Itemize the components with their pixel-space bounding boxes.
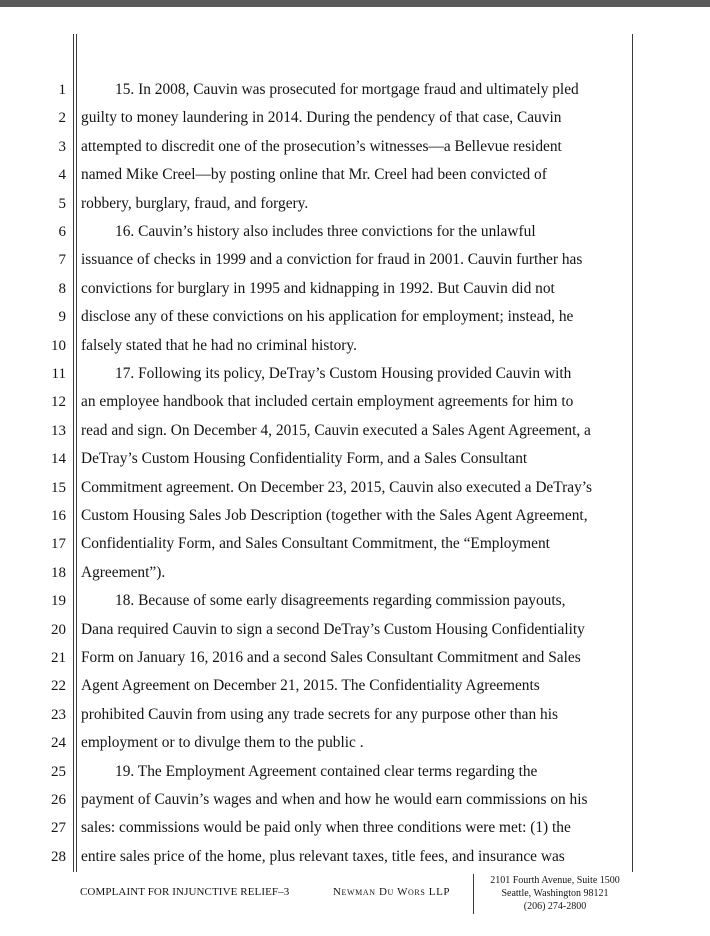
footer-address-line1: 2101 Fourth Avenue, Suite 1500	[490, 875, 620, 886]
line-number: 15	[51, 479, 66, 496]
footer-divider	[473, 874, 474, 914]
line-number: 26	[51, 792, 66, 808]
text-line: named Mike Creel—by posting online that Mr. Creel had been convicted of	[81, 166, 547, 184]
text-line: 19. The Employment Agreement contained clear terms regarding the	[115, 762, 538, 780]
line-number: 27	[51, 820, 66, 837]
line-number: 17	[51, 536, 66, 553]
text-line: attempted to discredit one of the prosecution’s witnesses—a Bellevue resident	[81, 137, 562, 155]
text-line: payment of Cauvin’s wages and when and how he would earn commissions on his	[81, 791, 588, 808]
line-number: 23	[51, 706, 66, 723]
text-line: 15. In 2008, Cauvin was prosecuted for mortgage fraud and ultimately pled	[115, 81, 579, 98]
left-margin-rule	[73, 34, 74, 872]
line-number: 2	[58, 110, 66, 127]
text-line: Dana required Cauvin to sign a second DeTray’s Custom Housing Confidentiality	[81, 620, 585, 638]
text-line: Commitment agreement. On December 23, 2015, Cauvin also executed a DeTray’s	[81, 478, 593, 496]
text-line: robbery, burglary, fraud, and forgery.	[81, 194, 309, 212]
line-number: 25	[51, 763, 66, 780]
text-line: Custom Housing Sales Job Description (together with the Sales Agent Agreement,	[81, 507, 588, 524]
line-number: 11	[51, 366, 66, 382]
line-number: 16	[51, 508, 66, 524]
text-line: disclose any of these convictions on his application for employment; instead, he	[81, 308, 574, 326]
right-margin-rule	[632, 34, 633, 872]
text-line: an employee handbook that included certain employment agreements for him to	[81, 393, 574, 411]
text-line: 18. Because of some early disagreements regarding commission payouts,	[115, 592, 566, 610]
text-line: 17. Following its policy, DeTray’s Custom Housing provided Cauvin with	[115, 365, 572, 382]
line-number: 9	[58, 309, 66, 326]
footer-address-line2: Seattle, Washington 98121	[501, 888, 609, 899]
text-line: entire sales price of the home, plus relevant taxes, title fees, and insurance was	[81, 847, 565, 865]
footer-address	[476, 874, 634, 913]
text-line: Confidentiality Form, and Sales Consultant Commitment, the “Employment	[81, 535, 550, 553]
viewer-top-bar	[0, 0, 710, 7]
line-number: 22	[51, 678, 66, 695]
line-number: 3	[58, 138, 66, 155]
line-number: 7	[58, 252, 66, 269]
text-line: Form on January 16, 2016 and a second Sales Consultant Commitment and Sales	[81, 649, 581, 666]
left-margin-rule-inner	[76, 34, 77, 872]
text-line: issuance of checks in 1999 and a conviction for fraud in 2001. Cauvin further has	[81, 251, 583, 269]
footer-document-title: COMPLAINT FOR INJUNCTIVE RELIEF–3	[80, 886, 290, 898]
line-number: 20	[51, 621, 66, 638]
text-line: convictions for burglary in 1995 and kidnapping in 1992. But Cauvin did not	[81, 279, 555, 297]
text-line: Agent Agreement on December 21, 2015. The Confidentiality Agreements	[81, 677, 540, 695]
text-line: DeTray’s Custom Housing Confidentiality Form, and a Sales Consultant	[81, 450, 528, 468]
line-number: 10	[51, 337, 66, 354]
line-number: 8	[58, 280, 66, 297]
line-number: 6	[58, 224, 66, 240]
text-line: prohibited Cauvin from using any trade secrets for any purpose other than his	[81, 705, 558, 723]
line-number: 19	[51, 593, 66, 610]
line-number: 24	[51, 735, 66, 752]
line-number: 4	[58, 167, 66, 184]
text-line: employment or to divulge them to the public .	[81, 734, 364, 752]
line-number: 21	[51, 650, 66, 666]
line-number: 13	[51, 422, 66, 439]
line-number: 28	[51, 848, 66, 865]
text-line: guilty to money laundering in 2014. During the pendency of that case, Cauvin	[81, 109, 562, 127]
text-line: sales: commissions would be paid only when three conditions were met: (1) the	[81, 819, 571, 837]
line-number: 12	[51, 394, 66, 411]
text-line: Agreement”).	[81, 563, 166, 581]
footer-phone: (206) 274-2800	[523, 901, 587, 912]
line-number: 1	[58, 82, 66, 98]
line-number: 14	[51, 451, 66, 468]
line-number: 18	[51, 564, 66, 581]
line-number: 5	[58, 195, 66, 212]
footer-firm-name: Newman Du Wors LLP	[333, 886, 451, 898]
text-line: 16. Cauvin’s history also includes three convictions for the unlawful	[115, 223, 536, 240]
text-line: read and sign. On December 4, 2015, Cauvin executed a Sales Agent Agreement, a	[81, 421, 591, 439]
text-line: falsely stated that he had no criminal history.	[81, 336, 357, 354]
